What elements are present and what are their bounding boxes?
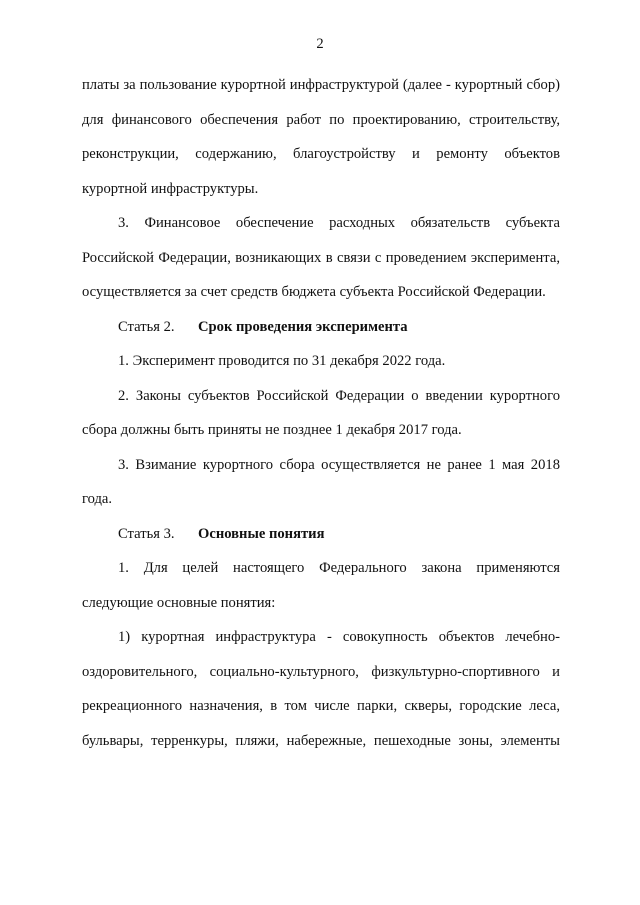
page-number: 2	[316, 36, 324, 52]
article-3-definition-1: 1) курортная инфраструктура - совокупность объектов лечебно-оздоровительного, социально-культурного, физкультурно-спортивного и рекреационного назначения, в том числе парки, скверы, городские леса, бульвары, терренкуры, пляжи, набережные, пешеходные зоны, элементы	[82, 629, 560, 749]
document-body	[82, 68, 560, 758]
article-2-item-3: 3. Взимание курортного сбора осуществляется не ранее 1 мая 2018 года.	[82, 456, 560, 507]
article-2-heading	[82, 310, 560, 345]
article-3-item-1: 1. Для целей настоящего Федерального закона применяются следующие основные понятия:	[82, 560, 560, 611]
article-2-label: Статья 2.	[118, 318, 175, 335]
article-2-item-1: 1. Эксперимент проводится по 31 декабря 2022 года.	[118, 353, 446, 369]
article-2-item-2: 2. Законы субъектов Российской Федерации о введении курортного сбора должны быть приняты не позднее 1 декабря 2017 года.	[82, 387, 560, 438]
paragraph-continuation: платы за пользование курортной инфраструктурой (далее - курортный сбор) для финансового обеспечения работ по проектированию, строительству, реконструкции, содержанию, благоустройству и ремонту объектов курортной инфраструктуры.	[82, 77, 560, 197]
article-3-label: Статья 3.	[118, 525, 175, 542]
article-3-heading	[82, 517, 560, 552]
article-2-title: Срок проведения эксперимента	[198, 318, 408, 335]
article-3-title: Основные понятия	[198, 525, 325, 542]
paragraph-item-3: 3. Финансовое обеспечение расходных обязательств субъекта Российской Федерации, возникающих в связи с проведением эксперимента, осуществляется за счет средств бюджета субъекта Российской Федерации.	[82, 215, 560, 300]
